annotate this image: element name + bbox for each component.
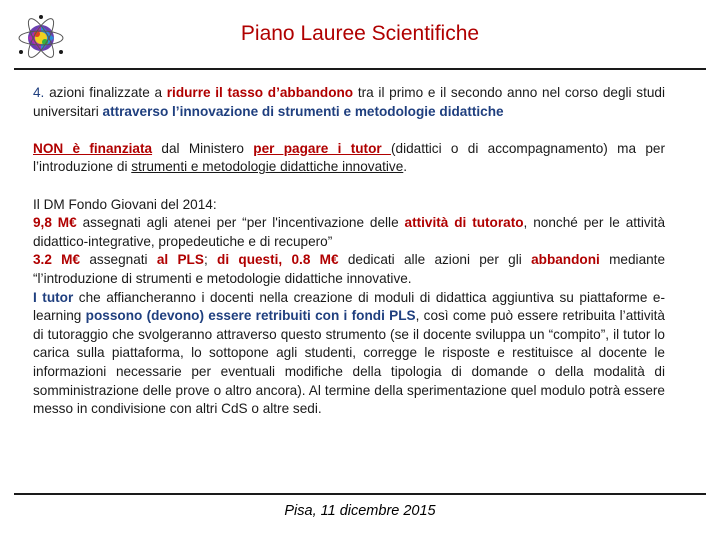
amount-0-8: di questi, 0.8 M€ bbox=[217, 252, 339, 268]
highlight-innovazione: attraverso l’innovazione di strumenti e metodologie didattiche bbox=[102, 103, 504, 119]
text-span: assegnati bbox=[80, 252, 157, 268]
slide-body bbox=[33, 84, 665, 419]
highlight-tutorato: attività di tutorato bbox=[404, 215, 524, 231]
paragraph-action-4 bbox=[33, 84, 665, 121]
paragraph-finanziamento bbox=[33, 140, 665, 177]
header-divider bbox=[14, 68, 706, 70]
text-span: dedicati alle azioni per gli bbox=[338, 252, 532, 268]
page-title: Piano Lauree Scientifiche bbox=[240, 22, 480, 45]
footer-divider bbox=[14, 493, 706, 495]
highlight-abbandoni: abbandoni bbox=[531, 252, 600, 268]
highlight-i-tutor: I tutor bbox=[33, 289, 74, 305]
text-span: tra il primo e il secondo anno nel corso degli studi universitari bbox=[33, 85, 665, 119]
text-span: che affiancheranno i docenti nella creazione di moduli di didattica aggiuntiva su piattaforme e-learning bbox=[33, 289, 665, 324]
amount-9-8: 9,8 M€ bbox=[33, 215, 77, 231]
underline-strumenti: strumenti e metodologie didattiche innovative bbox=[131, 159, 404, 175]
highlight-retribuiti: possono (devono) essere retribuiti con i fondi PLS bbox=[85, 308, 416, 324]
text-span: mediante “l’introduzione di strumenti e metodologie didattiche innovative. bbox=[33, 252, 666, 286]
text-span: dal Ministero bbox=[152, 140, 254, 156]
text-span: . bbox=[403, 159, 408, 175]
text-span: per l’introduzione di bbox=[33, 140, 665, 175]
footer-date: Pisa, 11 dicembre 2015 bbox=[284, 503, 436, 519]
highlight-ridurre-abbandono: ridurre il tasso d’abbandono bbox=[166, 85, 354, 100]
paragraph-dm-intro: Il DM Fondo Giovani del 2014: bbox=[33, 196, 217, 212]
amount-3-2: 3.2 M€ bbox=[33, 252, 81, 268]
paragraph-dm-atenei bbox=[33, 214, 665, 251]
text-span: assegnati agli atenei per “per l'incentivazione delle bbox=[76, 215, 405, 231]
text-span: ; bbox=[203, 252, 218, 268]
text-span: , nonché per le attività didattico-integrative, propedeutiche e di recupero” bbox=[33, 215, 666, 249]
text-span: azioni finalizzate a bbox=[44, 85, 167, 100]
text-span: (didattici o di accompagnamento) ma bbox=[391, 140, 637, 156]
action-number: 4. bbox=[33, 85, 45, 100]
paragraph-tutor bbox=[33, 289, 665, 419]
highlight-non-finanziata: NON è finanziata bbox=[33, 140, 153, 156]
highlight-pagare-tutor: per pagare i tutor bbox=[253, 140, 391, 156]
highlight-al-pls: al PLS bbox=[156, 252, 204, 268]
paragraph-dm-pls bbox=[33, 251, 665, 288]
text-span: , così come può essere retribuita l’attività di tutoraggio che svolgeranno attraverso questo strumento (se il docente sviluppa un “compito”, il tutor lo carica sulla piattaforma, lo sottopone agli studenti, corregge le risposte e restituisce al docente le informazioni necessarie per eventuali modifiche della tipologia di domande o della modalità di somministrazione delle prove o altro ancora). Al termine della sperimentazione quel modulo potrà essere messo in condivisione con altri CdS o altre sedi. bbox=[33, 308, 665, 417]
